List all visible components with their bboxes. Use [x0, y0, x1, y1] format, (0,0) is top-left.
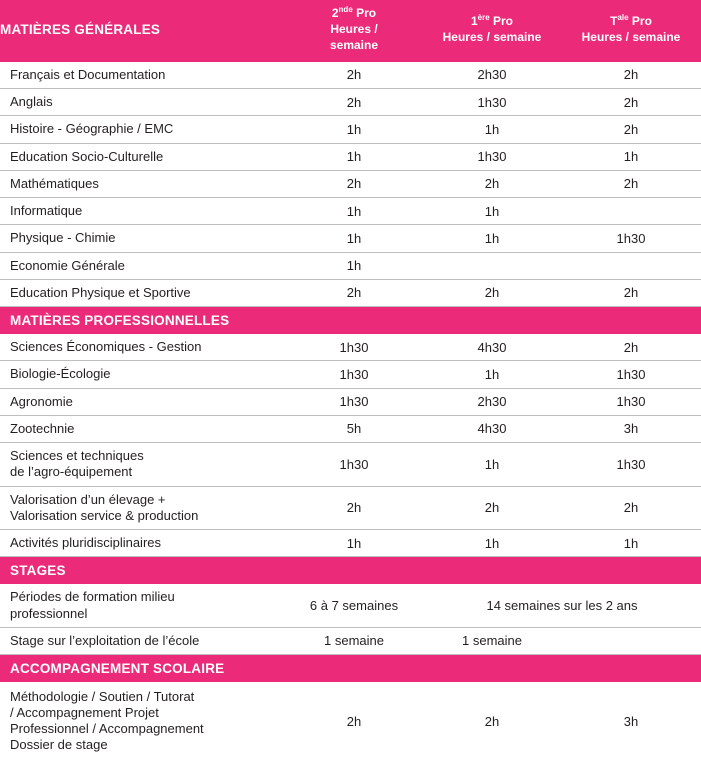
row-value: 1h30 — [423, 89, 561, 116]
row-value: 1 semaine — [423, 627, 561, 654]
table-row — [0, 225, 701, 252]
row-value: 4h30 — [423, 415, 561, 442]
row-value: 2h — [561, 486, 701, 530]
header-col-2-rest: Pro — [628, 13, 652, 28]
table-row — [0, 279, 701, 306]
row-value: 1h — [285, 530, 423, 557]
row-subject: Zootechnie — [0, 415, 285, 442]
row-value: 6 à 7 semaines — [285, 584, 423, 627]
section-title: MATIÈRES PROFESSIONNELLES — [0, 307, 701, 335]
header-column-premiere — [423, 0, 561, 62]
row-value: 2h — [423, 279, 561, 306]
header-col-0-line3: semaine — [329, 37, 379, 52]
row-value: 1h — [285, 143, 423, 170]
row-value: 1h — [423, 198, 561, 225]
row-subject: Sciences Économiques - Gestion — [0, 334, 285, 361]
row-value: 1h30 — [285, 334, 423, 361]
row-value: 2h — [285, 486, 423, 530]
row-subject: Education Socio-Culturelle — [0, 143, 285, 170]
header-row — [0, 0, 701, 62]
row-value: 2h — [561, 170, 701, 197]
row-value: 1h30 — [285, 388, 423, 415]
header-col-1-line2: Heures / semaine — [442, 29, 542, 44]
table-row — [0, 116, 701, 143]
row-value: 1h30 — [561, 443, 701, 487]
header-subject-cell: MATIÈRES GÉNÉRALES — [0, 0, 285, 62]
row-subject: Activités pluridisciplinaires — [0, 530, 285, 557]
header-column-seconde — [285, 0, 423, 62]
row-value: 2h30 — [423, 62, 561, 89]
row-subject: Physique - Chimie — [0, 225, 285, 252]
table-row — [0, 143, 701, 170]
section-title-row — [0, 307, 701, 335]
row-subject: Français et Documentation — [0, 62, 285, 89]
header-col-2-sup: ale — [617, 12, 629, 22]
row-value: 2h30 — [423, 388, 561, 415]
table-row — [0, 361, 701, 388]
section-title-row — [0, 557, 701, 585]
row-subject: Périodes de formation milieu professionnel — [0, 584, 285, 627]
row-subject: Histoire - Géographie / EMC — [0, 116, 285, 143]
row-value: 2h — [423, 170, 561, 197]
row-subject: Anglais — [0, 89, 285, 116]
section-title: STAGES — [0, 557, 701, 585]
row-value: 3h — [561, 415, 701, 442]
header-column-terminale — [561, 0, 701, 62]
row-value — [423, 252, 561, 279]
row-subject: Informatique — [0, 198, 285, 225]
table-row — [0, 388, 701, 415]
row-value: 1h — [285, 225, 423, 252]
row-value — [561, 252, 701, 279]
table-body — [0, 62, 701, 760]
row-subject: Valorisation d’un élevage + Valorisation service & production — [0, 486, 285, 530]
row-value: 1h30 — [561, 225, 701, 252]
table-row — [0, 334, 701, 361]
header-col-2-name: T — [610, 13, 618, 28]
row-value: 1h30 — [561, 388, 701, 415]
row-value: 1h30 — [285, 443, 423, 487]
table-row — [0, 584, 701, 627]
row-subject: Education Physique et Sportive — [0, 279, 285, 306]
header-col-0-line1 — [332, 6, 376, 20]
table-row — [0, 62, 701, 89]
row-value: 1h — [423, 530, 561, 557]
row-subject: Méthodologie / Soutien / Tutorat / Accompagnement Projet Professionnel / Accompagnement Dossier de stage — [10, 688, 204, 753]
table-header — [0, 0, 701, 62]
table-row — [0, 415, 701, 442]
row-value: 2h — [285, 89, 423, 116]
row-value: 1h — [285, 198, 423, 225]
header-col-0-sup: nde — [338, 5, 353, 14]
row-value: 2h — [346, 713, 362, 729]
row-value: 1h — [285, 116, 423, 143]
row-value: 2h — [484, 713, 500, 729]
row-subject: Agronomie — [0, 388, 285, 415]
row-value: 1h — [561, 143, 701, 170]
row-value: 1h — [561, 530, 701, 557]
row-value: 1h — [423, 116, 561, 143]
row-value: 2h — [561, 279, 701, 306]
header-col-1-sup: ère — [477, 12, 490, 22]
row-value: 1 semaine — [285, 627, 423, 654]
row-value: 2h — [285, 170, 423, 197]
header-col-2-line2: Heures / semaine — [581, 29, 681, 44]
row-value-merged: 14 semaines sur les 2 ans — [423, 584, 701, 627]
row-subject: Sciences et techniques de l’agro-équipement — [0, 443, 285, 487]
row-value — [561, 627, 701, 654]
table-row — [0, 170, 701, 197]
row-value: 1h30 — [423, 143, 561, 170]
table-row — [0, 89, 701, 116]
row-value: 2h — [285, 279, 423, 306]
row-value: 4h30 — [423, 334, 561, 361]
row-value: 2h — [561, 62, 701, 89]
row-value: 2h — [285, 62, 423, 89]
table-row — [0, 627, 701, 654]
section-title-row — [0, 655, 701, 683]
row-value: 1h30 — [561, 361, 701, 388]
header-col-0-line2: Heures / — [330, 21, 378, 36]
row-value: 1h30 — [285, 361, 423, 388]
row-value: 1h — [423, 361, 561, 388]
row-subject: Economie Générale — [0, 252, 285, 279]
row-subject: Mathématiques — [0, 170, 285, 197]
table-row — [0, 252, 701, 279]
row-value: 3h — [623, 713, 639, 729]
row-value: 2h — [423, 486, 561, 530]
row-subject: Biologie-Écologie — [0, 361, 285, 388]
row-value — [561, 198, 701, 225]
table-row — [0, 486, 701, 530]
row-value: 2h — [561, 89, 701, 116]
table-row — [0, 443, 701, 487]
header-col-0-name: 2 — [331, 6, 339, 20]
table-row — [0, 198, 701, 225]
header-col-1-rest: Pro — [489, 13, 514, 28]
header-col-2-line1 — [610, 14, 652, 28]
row-value: 5h — [285, 415, 423, 442]
header-col-1-line1 — [471, 14, 513, 28]
row-subject: Stage sur l’exploitation de l’école — [0, 627, 285, 654]
table-row — [0, 530, 701, 557]
row-value: 2h — [561, 334, 701, 361]
row-value: 1h — [423, 443, 561, 487]
header-col-1-name: 1 — [470, 13, 478, 28]
section-title: ACCOMPAGNEMENT SCOLAIRE — [0, 655, 701, 683]
header-col-0-rest: Pro — [352, 6, 377, 20]
table-row — [0, 682, 701, 760]
row-value: 1h — [285, 252, 423, 279]
row-value: 2h — [561, 116, 701, 143]
row-value: 1h — [423, 225, 561, 252]
